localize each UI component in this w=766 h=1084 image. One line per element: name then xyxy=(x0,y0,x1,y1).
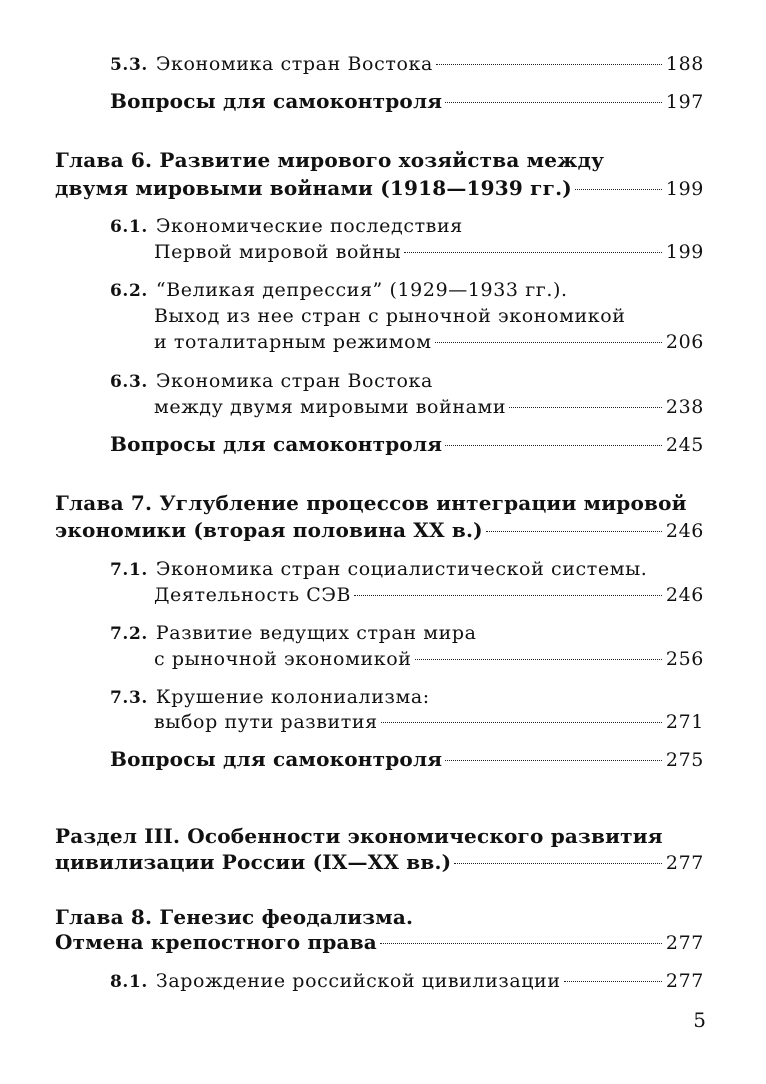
section-title: Первой мировой войны xyxy=(154,241,402,263)
page-ref: 197 xyxy=(665,91,704,113)
page-ref: 246 xyxy=(665,520,704,542)
toc-entry-7-2-line-1 xyxy=(110,619,477,647)
section-number: 6.2. xyxy=(110,281,148,301)
part-3-title-line-1: Раздел III. Особенности экономического развития xyxy=(55,824,663,848)
chapter-7-title-line-2 xyxy=(55,516,704,544)
section-title: Развитие ведущих стран мира xyxy=(155,622,477,644)
toc-entry-8-1 xyxy=(110,967,704,995)
toc-entry-6-1-line-2 xyxy=(154,238,704,266)
section-number: 7.3. xyxy=(110,688,148,708)
chapter-6-title-line-1: Глава 6. Развитие мирового хозяйства между xyxy=(55,148,605,172)
section-title: выбор пути развития xyxy=(154,711,378,733)
page-ref: 188 xyxy=(665,53,704,75)
toc-entry-6-3-line-1 xyxy=(110,367,433,395)
dot-leader xyxy=(445,760,662,761)
section-number: 5.3. xyxy=(110,55,148,75)
page-ref: 245 xyxy=(665,434,704,456)
page-ref: 277 xyxy=(665,970,704,992)
section-title: между двумя мировыми войнами xyxy=(154,396,507,418)
dot-leader xyxy=(354,595,662,596)
toc-entry-questions-ch5 xyxy=(110,87,704,115)
toc-entry-5-3 xyxy=(110,50,704,78)
chapter-title: Отмена крепостного права xyxy=(55,930,377,954)
questions-title: Вопросы для самоконтроля xyxy=(110,89,443,113)
toc-entry-7-3-line-2 xyxy=(154,708,704,736)
dot-leader xyxy=(445,445,662,446)
page-ref: 238 xyxy=(665,396,704,418)
chapter-8-title-line-1: Глава 8. Генезис феодализма. xyxy=(55,905,414,929)
section-title: Выход из нее стран с рыночной экономикой xyxy=(154,305,626,327)
section-title: “Великая депрессия” (1929—1933 гг.). xyxy=(155,279,568,301)
page-ref: 256 xyxy=(665,648,704,670)
dot-leader xyxy=(445,102,662,103)
page-ref: 277 xyxy=(665,932,704,954)
section-number: 7.1. xyxy=(110,560,148,580)
section-number: 8.1. xyxy=(110,972,148,992)
section-title: Экономика стран Востока xyxy=(155,53,433,75)
dot-leader xyxy=(575,189,662,190)
dot-leader xyxy=(381,722,662,723)
page-ref: 271 xyxy=(665,711,704,733)
section-number: 6.1. xyxy=(110,217,148,237)
part-title: цивилизации России (IX—XX вв.) xyxy=(55,850,452,874)
dot-leader xyxy=(509,407,662,408)
toc-entry-6-2-line-3 xyxy=(154,328,704,356)
section-title: Деятельность СЭВ xyxy=(154,584,352,606)
dot-leader xyxy=(564,981,662,982)
dot-leader xyxy=(435,342,662,343)
section-title: с рыночной экономикой xyxy=(154,648,412,670)
toc-entry-questions-ch6 xyxy=(110,430,704,458)
questions-title: Вопросы для самоконтроля xyxy=(110,747,443,771)
chapter-7-title-line-1: Глава 7. Углубление процессов интеграции мировой xyxy=(55,491,687,515)
toc-entry-6-3-line-2 xyxy=(154,393,704,421)
section-title: и тоталитарным режимом xyxy=(154,331,432,353)
page-ref: 275 xyxy=(665,749,704,771)
page-ref: 199 xyxy=(665,178,704,200)
part-3-title-line-2 xyxy=(55,848,704,876)
dot-leader xyxy=(486,531,662,532)
dot-leader xyxy=(404,252,662,253)
chapter-8-title-line-2 xyxy=(55,928,704,956)
chapter-6-title-line-2 xyxy=(55,174,704,202)
toc-entry-6-2-line-1 xyxy=(110,276,568,304)
page-ref: 199 xyxy=(665,241,704,263)
dot-leader xyxy=(454,863,662,864)
toc-entry-6-1-line-1 xyxy=(110,212,463,240)
toc-entry-7-2-line-2 xyxy=(154,645,704,673)
page-ref: 206 xyxy=(665,331,704,353)
section-title: Зарождение российской цивилизации xyxy=(155,970,561,992)
chapter-title: экономики (вторая половина XX в.) xyxy=(55,518,483,542)
section-title: Крушение колониализма: xyxy=(155,686,430,708)
section-title: Экономические последствия xyxy=(155,215,463,237)
section-title: Экономика стран Востока xyxy=(155,370,433,392)
questions-title: Вопросы для самоконтроля xyxy=(110,432,443,456)
page-number: 5 xyxy=(693,1008,706,1032)
section-title: Экономика стран социалистической системы. xyxy=(155,558,648,580)
page-ref: 277 xyxy=(665,852,704,874)
toc-entry-questions-ch7 xyxy=(110,745,704,773)
page-ref: 246 xyxy=(665,584,704,606)
dot-leader xyxy=(415,659,662,660)
chapter-title: двумя мировыми войнами (1918—1939 гг.) xyxy=(55,176,572,200)
dot-leader xyxy=(436,64,662,65)
toc-entry-6-2-line-2 xyxy=(154,302,626,330)
toc-entry-7-1-line-1 xyxy=(110,555,647,583)
section-number: 7.2. xyxy=(110,624,148,644)
dot-leader xyxy=(380,943,662,944)
toc-entry-7-3-line-1 xyxy=(110,683,430,711)
toc-entry-7-1-line-2 xyxy=(154,581,704,609)
section-number: 6.3. xyxy=(110,372,148,392)
